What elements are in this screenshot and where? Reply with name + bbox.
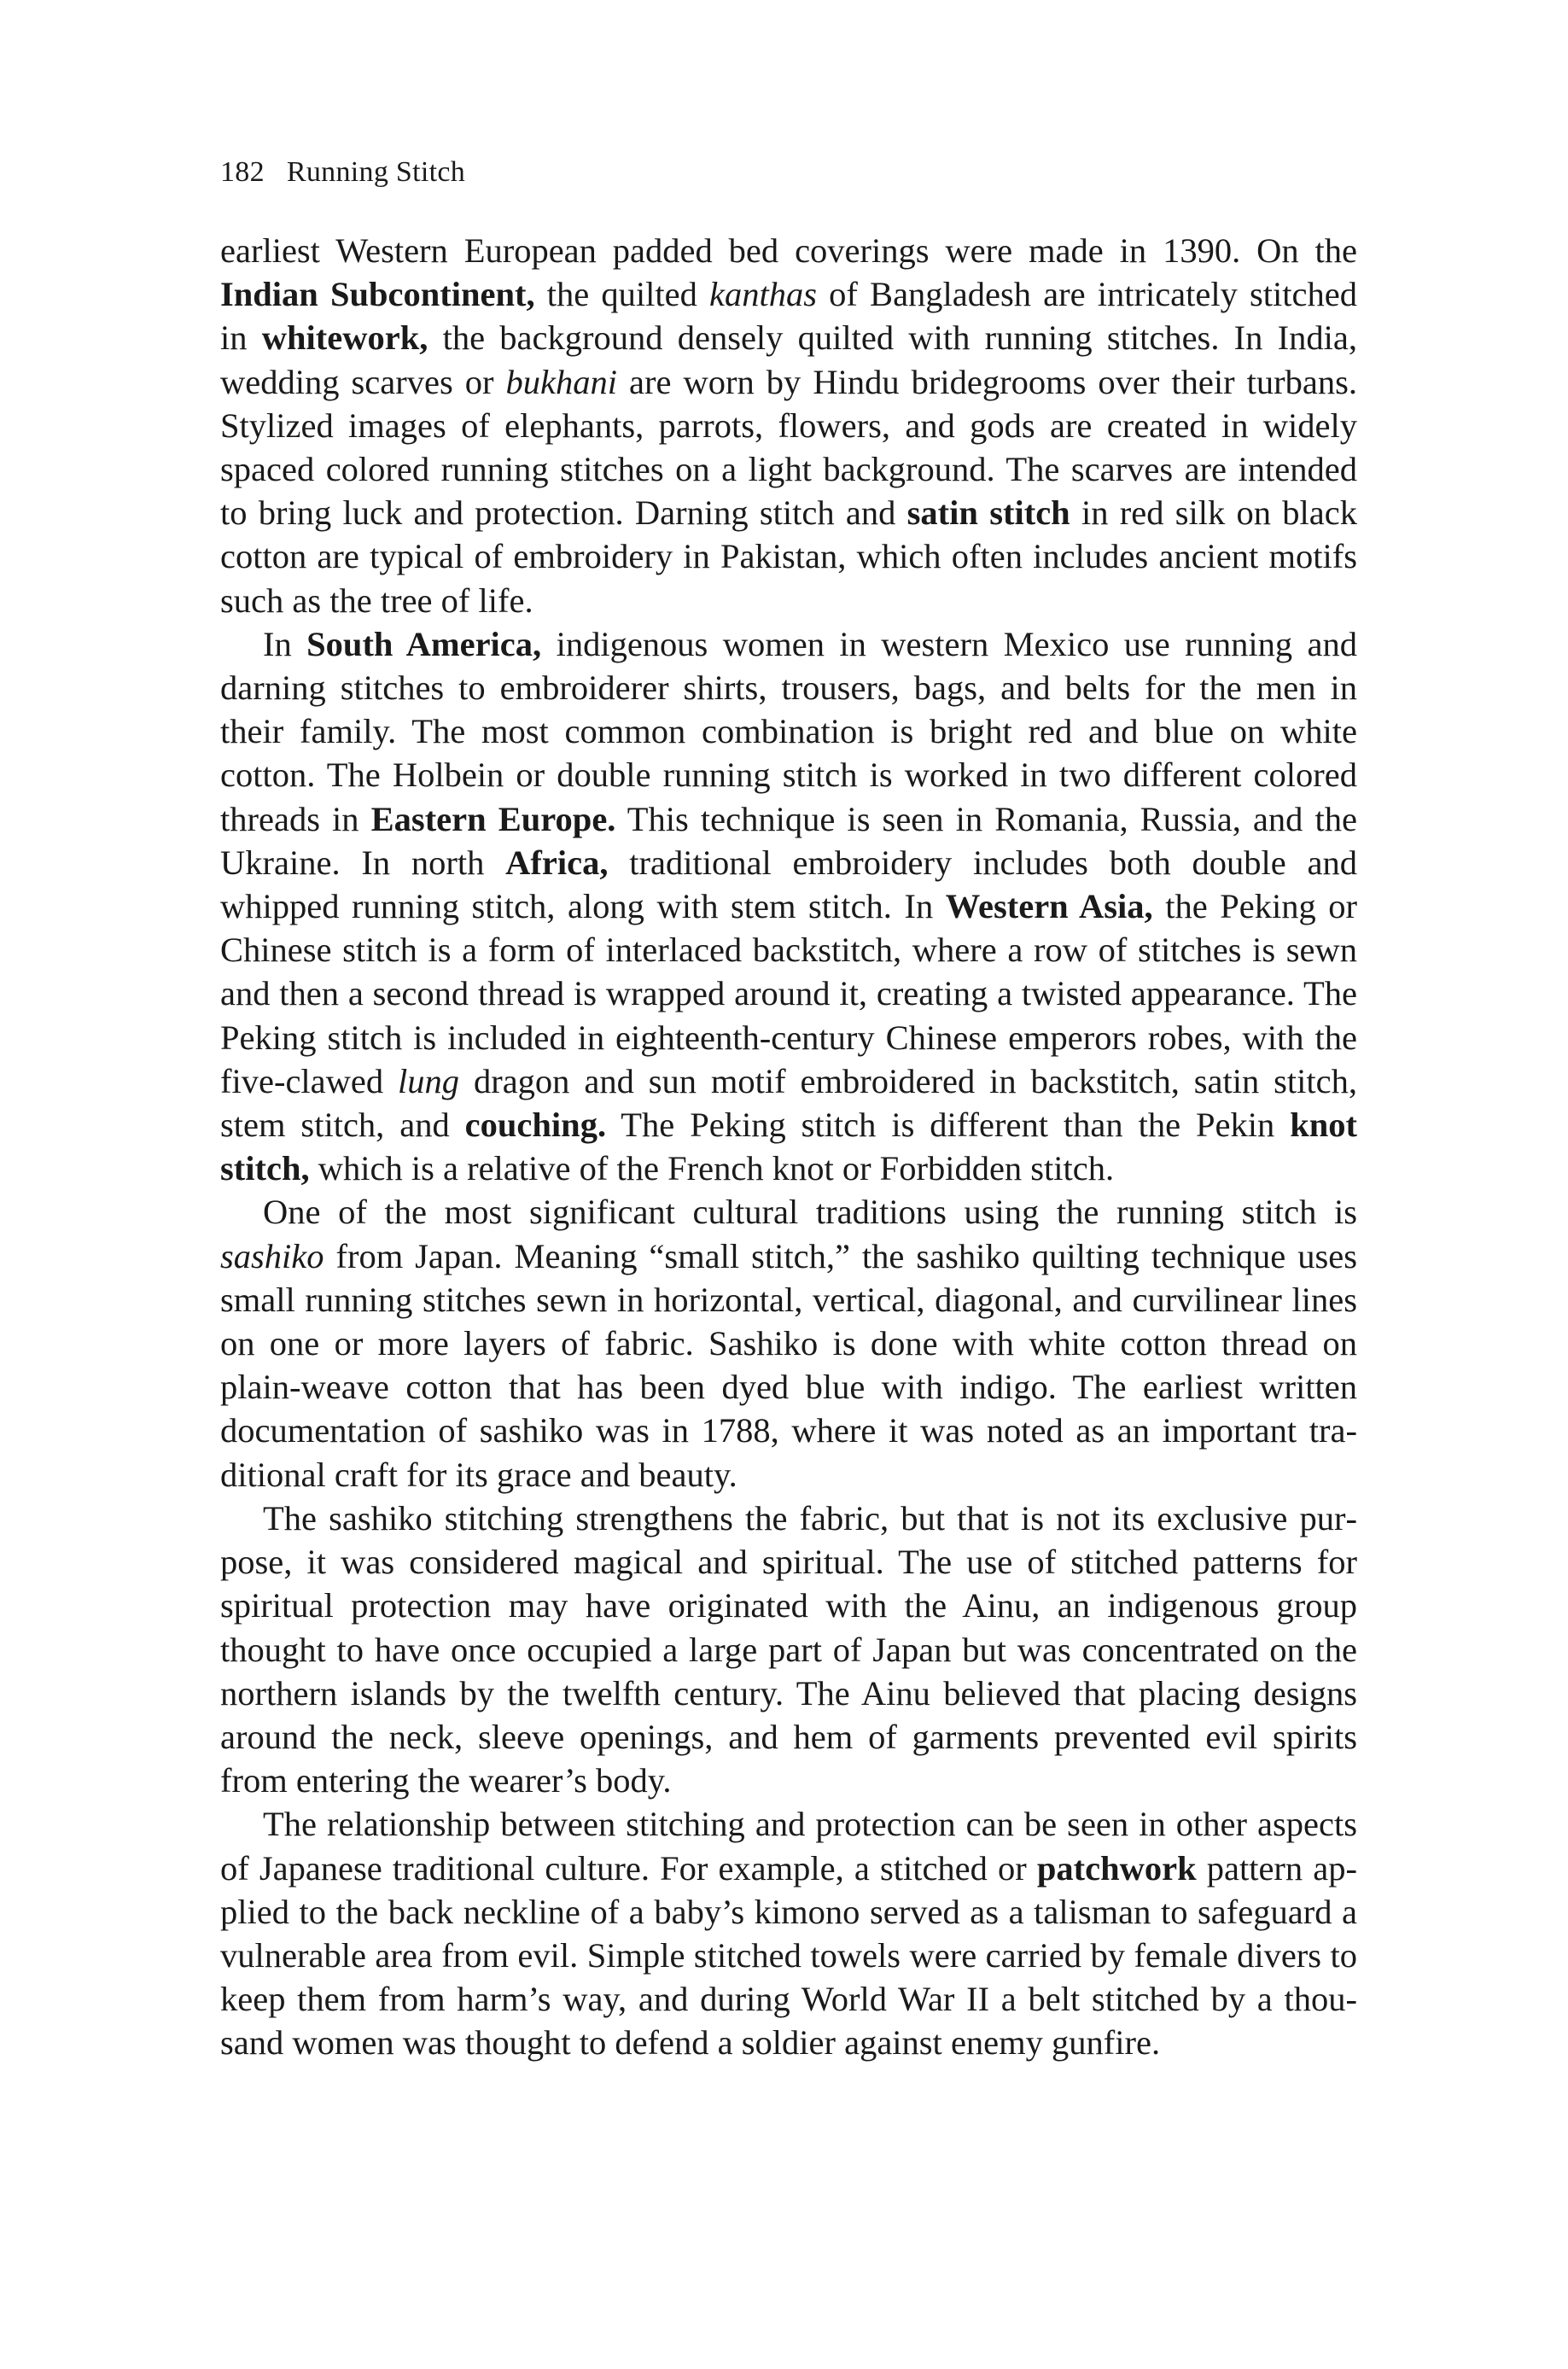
paragraph [220, 1190, 1357, 1496]
text-run: earliest Western European padded bed coverings were made in 1390. On the [220, 231, 1357, 270]
running-title: Running Stitch [286, 156, 466, 188]
text-run: the quilted [534, 275, 710, 314]
italic-term: kanthas [709, 275, 818, 314]
text-run: are worn by Hindu bridegrooms over their turbans. Stylized images of elephants, parrots, flowers, and gods are created in widely spaced colored running stitches on a light background. The scarves are intended to bring luck and protection. Darning stitch and [220, 362, 1358, 533]
italic-term: lung [398, 1061, 460, 1100]
running-head [220, 152, 1357, 193]
paragraph [220, 1802, 1357, 2064]
text-run: traditional embroidery includes both double and whipped running stitch, along with stem stitch. In [220, 843, 1357, 926]
text-run: dragon and sun motif embroidered in backstitch, satin stitch, stem stitch, and [220, 1061, 1357, 1145]
bold-term: Eastern Europe. [370, 799, 616, 838]
text-run: indigenous women in western Mexico use running and darning stitches to embroiderer shirts, trousers, bags, and belts for the men in their family. The most common combination is bright red and blue on white cotton. The Holbein or double running stitch is worked in two different colored threads in [220, 624, 1357, 838]
bold-term: satin stitch [906, 493, 1070, 533]
text-run: of Bangladesh are intricately stitched in [220, 275, 1357, 358]
text-run: The sashiko stitching strengthens the fabric, but that is not its exclusive purpose, it was considered magical and spiritual. The use of stitched patterns for spiritual protection may have originated with the Ainu, an indigenous group thought to have once occupied a large part of Japan but was concentrated on the northern islands by the twelfth century. The Ainu believed that placing designs around the neck, sleeve openings, and hem of garments prevented evil spirits from entering the wearer’s body. [220, 1498, 1357, 1800]
bold-term: Western Asia, [945, 887, 1153, 926]
text-run: The Peking stitch is different than the Pekin [606, 1106, 1291, 1145]
text-run: the Peking or Chinese stitch is a form of interlaced backstitch, where a row of stitches is sewn and then a second thread is wrapped around it, creating a twisted appearance. The Peking stitch is included in eighteenth-century Chinese emperors robes, with the five-clawed [220, 887, 1357, 1100]
text-run: which is a relative of the French knot or Forbidden stitch. [309, 1149, 1115, 1188]
body-text [220, 229, 1357, 2065]
paragraph [220, 1497, 1357, 1802]
italic-term: sashiko [220, 1236, 324, 1275]
text-run: This technique is seen in Romania, Russia, and the Ukraine. In north [220, 799, 1357, 882]
bold-term: Africa, [505, 843, 609, 882]
bold-term: patchwork [1036, 1848, 1197, 1888]
paragraph [220, 229, 1357, 622]
bold-term: knot stitch, [220, 1106, 1357, 1188]
text-run: pattern applied to the back neckline of a baby’s kimono served as a talisman to safeguard a vulnerable area from evil. Simple stitched towels were carried by female divers to keep them from harm’s way, and during World War II a belt stitched by a thousand women was thought to defend a soldier against enemy gunfire. [220, 1848, 1357, 2063]
text-run: from Japan. Meaning “small stitch,” the sashiko quilting technique uses small running stitches sewn in horizontal, vertical, diagonal, and curvilinear lines on one or more layers of fabric. Sashiko is done with white cotton thread on plain-weave cotton that has been dyed blue with indigo. The earliest written documentation of sashiko was in 1788, where it was noted as an important traditional craft for its grace and beauty. [220, 1236, 1357, 1494]
book-page [220, 152, 1357, 2065]
bold-term: South America, [306, 624, 542, 663]
italic-term: bukhani [505, 362, 618, 401]
page-number: 182 [220, 156, 265, 188]
paragraph [220, 622, 1357, 1191]
text-run: In [263, 624, 307, 663]
bold-term: Indian Subcontinent, [220, 275, 535, 314]
bold-term: couching. [464, 1106, 607, 1145]
bold-term: whitework, [261, 318, 428, 358]
text-run: in red silk on black cotton are typical of embroidery in Pakistan, which often includes ancient motifs such as the tree of life. [220, 493, 1358, 620]
text-run: One of the most significant cultural traditions using the running stitch is [263, 1193, 1357, 1232]
text-run: The relationship between stitching and protection can be seen in other aspects of Japanese traditional culture. For example, a stitched or [220, 1805, 1357, 1888]
text-run: the background densely quilted with running stitches. In India, wedding scarves or [220, 318, 1357, 401]
